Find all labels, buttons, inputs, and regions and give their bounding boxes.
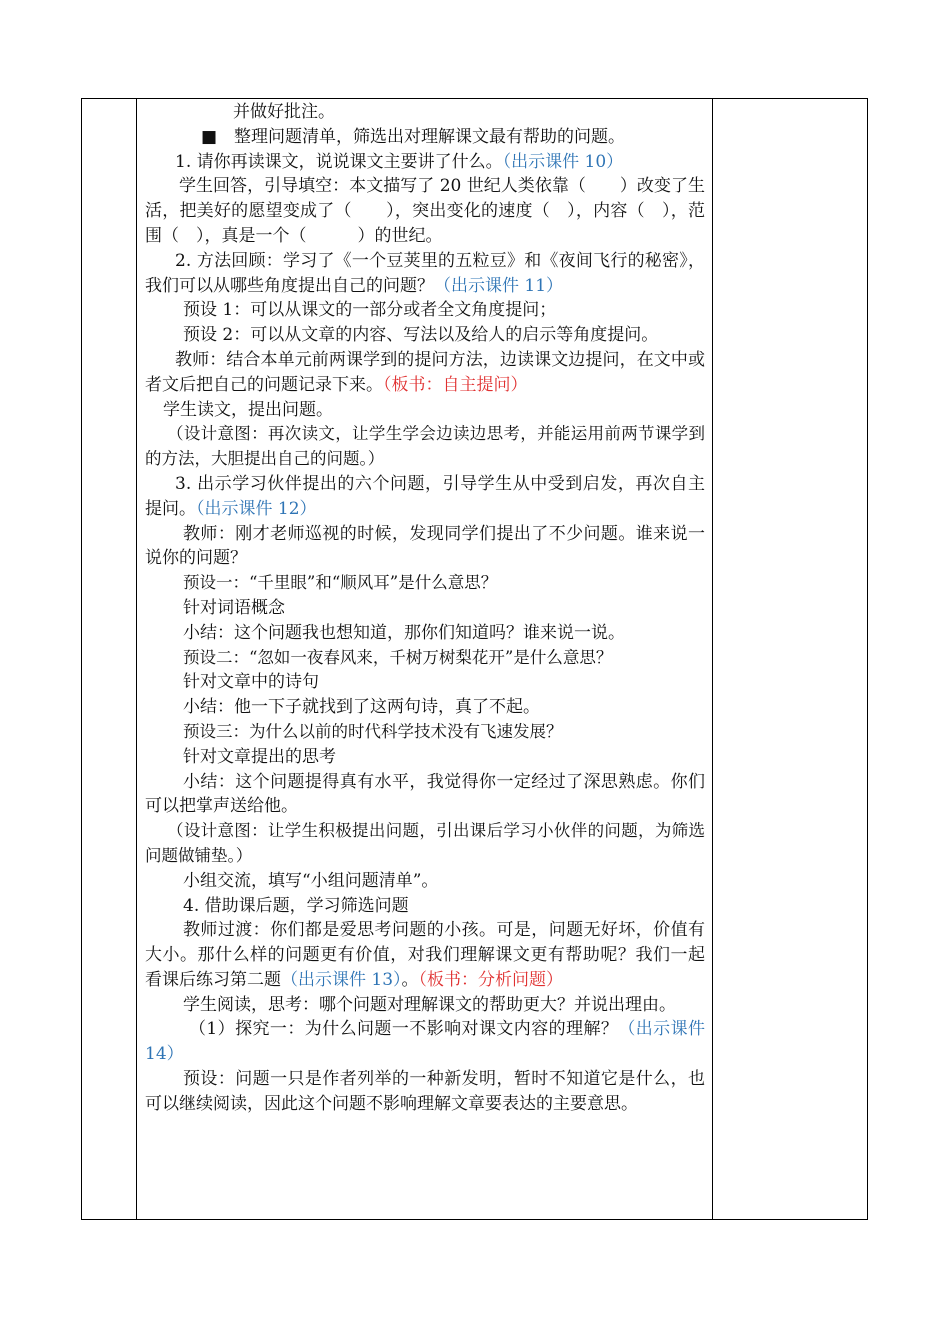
paragraph bbox=[145, 819, 705, 869]
lesson-content-cell bbox=[145, 100, 705, 1117]
courseware-ref: （出示课件 10） bbox=[502, 151, 624, 172]
paragraph bbox=[145, 174, 705, 248]
paragraph bbox=[145, 621, 705, 646]
paragraph-text: 针对词语概念 bbox=[183, 597, 285, 618]
paragraph-text: 针对文章中的诗句 bbox=[183, 672, 319, 693]
paragraph-text: 预设三：为什么以前的时代科学技术没有飞速发展？ bbox=[183, 721, 563, 741]
paragraph bbox=[145, 249, 705, 299]
paragraph bbox=[145, 323, 705, 348]
paragraph bbox=[145, 571, 705, 596]
paragraph-text: 教师：结合本单元前两课学到的提问方法，边读课文边提问，在文中或者文后把自己的问题记录下来。 bbox=[145, 349, 705, 395]
paragraph bbox=[145, 522, 705, 572]
paragraph-text: 2. 方法回顾：学习了《一个豆荚里的五粒豆》和《夜间飞行的秘密》，我们可以从哪些角度提出自己的问题？ bbox=[145, 250, 705, 296]
paragraph-text: 1. 请你再读课文，说说课文主要讲了什么。 bbox=[175, 151, 503, 172]
paragraph-text: （1）探究一：为什么问题一不影响对课文内容的理解？ bbox=[189, 1019, 619, 1040]
paragraph-text: 小组交流，填写“小组问题清单”。 bbox=[183, 870, 439, 891]
paragraph-text: 小结：这个问题提得真有水平，我觉得你一定经过了深思熟虑。你们可以把掌声送给他。 bbox=[145, 771, 705, 817]
paragraph-text: 预设二：“忽如一夜春风来，千树万树梨花开”是什么意思？ bbox=[183, 647, 613, 667]
paragraph bbox=[145, 125, 705, 150]
paragraph bbox=[145, 1067, 705, 1117]
paragraph-text: 针对文章提出的思考 bbox=[183, 746, 336, 767]
paragraph-text: 小结：这个问题我也想知道，那你们知道吗？谁来说一说。 bbox=[183, 622, 625, 643]
paragraph bbox=[145, 398, 705, 423]
paragraph-text: 学生读文，提出问题。 bbox=[163, 399, 333, 420]
paragraph-text: 教师过渡：你们都是爱思考问题的小孩。可是，问题无好坏，价值有大小。那什么样的问题更有价值，对我们理解课文更有帮助呢？我们一起看课后练习第二题 bbox=[145, 920, 705, 990]
paragraph bbox=[145, 745, 705, 770]
courseware-ref: （出示课件 11） bbox=[434, 275, 564, 296]
paragraph bbox=[145, 472, 705, 522]
paragraph bbox=[145, 100, 705, 125]
paragraph-text: 学生阅读，思考：哪个问题对理解课文的帮助更大？并说出理由。 bbox=[183, 994, 676, 1015]
paragraph bbox=[145, 348, 705, 398]
paragraph bbox=[145, 894, 705, 919]
paragraph bbox=[145, 596, 705, 621]
paragraph-text: 小结：他一下子就找到了这两句诗，真了不起。 bbox=[183, 697, 540, 718]
paragraph bbox=[145, 670, 705, 695]
paragraph bbox=[145, 150, 705, 175]
paragraph bbox=[145, 695, 705, 720]
courseware-ref: （出示课件 12） bbox=[196, 498, 317, 519]
board-note: （板书：分析问题） bbox=[418, 969, 564, 990]
paragraph bbox=[145, 1017, 705, 1067]
paragraph-text: 预设：问题一只是作者列举的一种新发明，暂时不知道它是什么，也可以继续阅读，因此这个问题不影响理解文章要表达的主要意思。 bbox=[145, 1069, 705, 1114]
paragraph bbox=[145, 770, 705, 820]
courseware-ref: （出示课件 13） bbox=[281, 969, 402, 990]
paragraph-text: （设计意图：再次读文，让学生学会边读边思考，并能运用前两节课学到的方法，大胆提出自己的问题。） bbox=[145, 424, 705, 469]
paragraph-text: 预设 2：可以从文章的内容、写法以及给人的启示等角度提问。 bbox=[183, 325, 659, 346]
paragraph-text: ■ 整理问题清单，筛选出对理解课文最有帮助的问题。 bbox=[201, 126, 626, 147]
paragraph-text: 。 bbox=[401, 969, 419, 990]
paragraph bbox=[145, 918, 705, 992]
paragraph-text: 教师：刚才老师巡视的时候，发现同学们提出了不少问题。谁来说一说你的问题？ bbox=[145, 523, 705, 569]
board-note: （板书：自主提问） bbox=[383, 374, 528, 395]
paragraph-text: 4. 借助课后题，学习筛选问题 bbox=[183, 895, 409, 916]
paragraph-text: 预设 1：可以从课文的一部分或者全文角度提问； bbox=[183, 300, 557, 321]
paragraph bbox=[145, 869, 705, 894]
paragraph bbox=[145, 298, 705, 323]
paragraph-text: 预设一：“千里眼”和“顺风耳”是什么意思？ bbox=[183, 573, 498, 593]
paragraph-text: 学生回答，引导填空：本文描写了 20 世纪人类依靠（ ）改变了生活，把美好的愿望变成了（ ），突出变化的速度（ ），内容（ ），范围（ ），真是一个（ ）的世纪。 bbox=[145, 176, 705, 246]
paragraph bbox=[145, 646, 705, 671]
courseware-ref: （出示课件 14） bbox=[145, 1019, 705, 1065]
paragraph-text: 3. 出示学习伙伴提出的六个问题，引导学生从中受到启发，再次自主提问。 bbox=[145, 473, 705, 519]
paragraph-text: （设计意图：让学生积极提出问题，引出课后学习小伙伴的问题，为筛选问题做铺垫。） bbox=[145, 821, 705, 865]
paragraph bbox=[145, 422, 705, 472]
column-divider-left bbox=[136, 99, 137, 1219]
paragraph bbox=[145, 720, 705, 745]
paragraph bbox=[145, 993, 705, 1018]
paragraph-text: 并做好批注。 bbox=[233, 102, 335, 122]
column-divider-right bbox=[712, 99, 713, 1219]
